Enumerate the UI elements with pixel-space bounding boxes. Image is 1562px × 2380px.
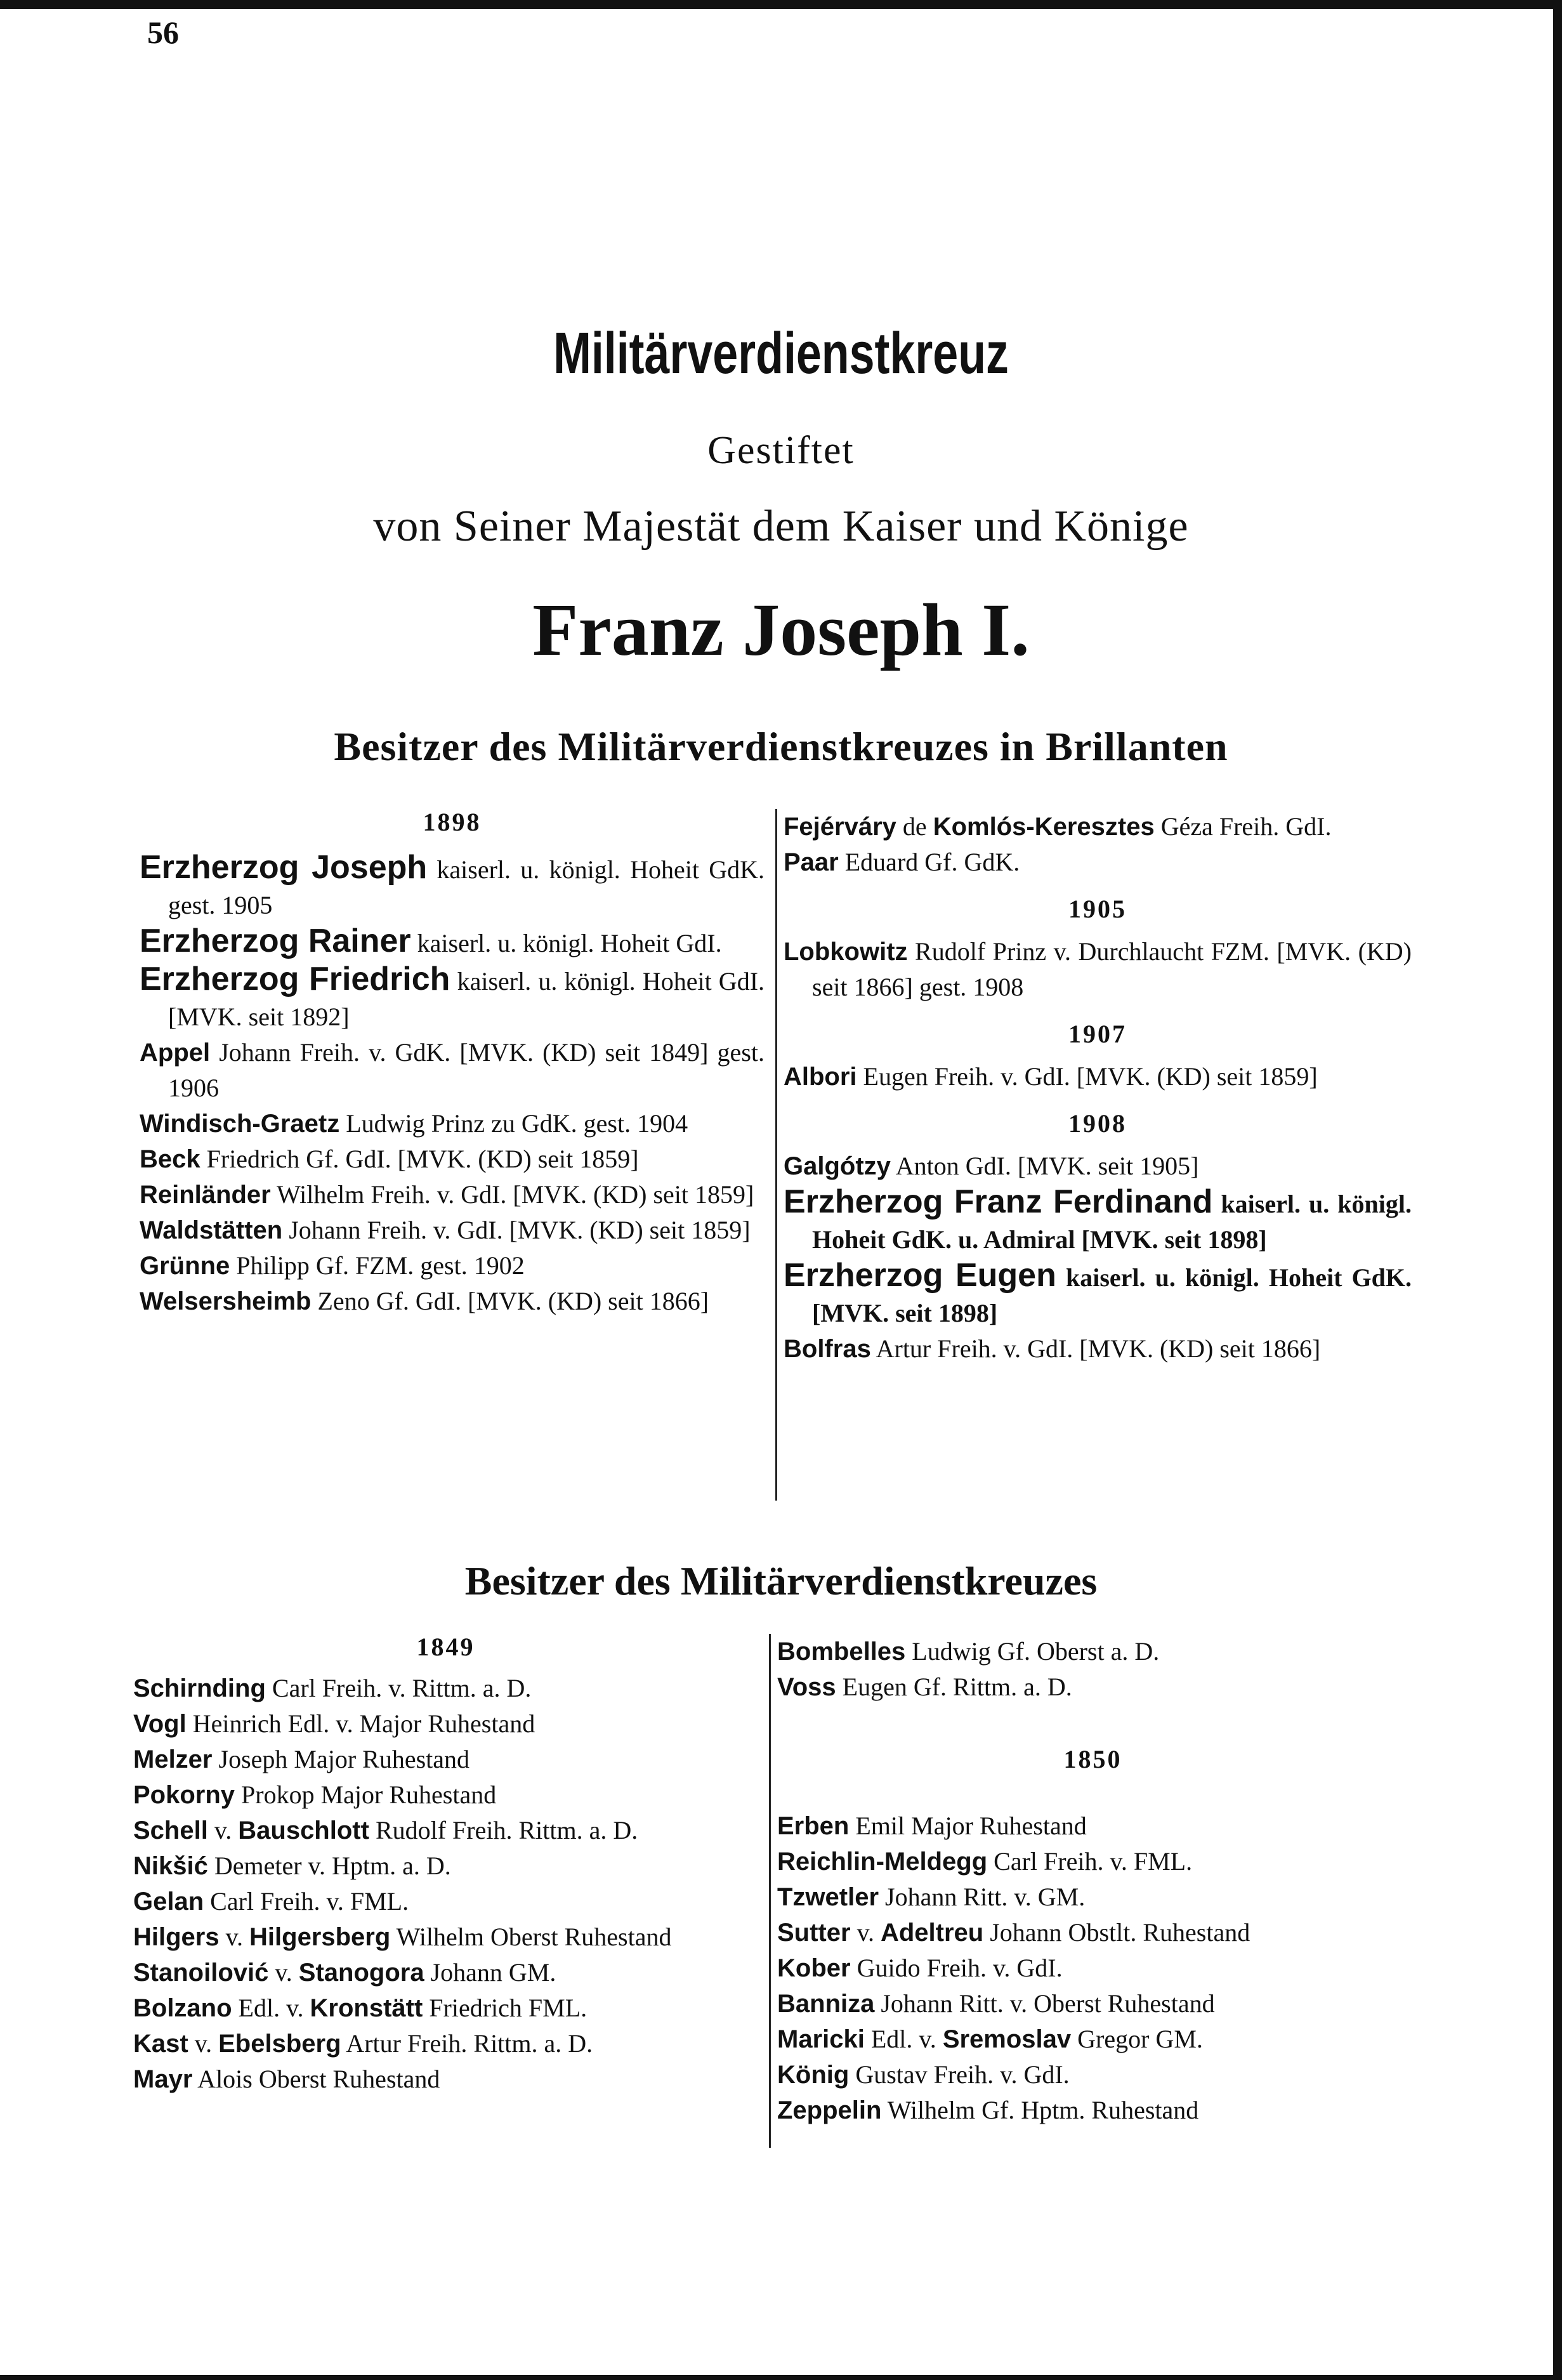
list-item: Bolfras Artur Freih. v. GdI. [MVK. (KD) seit 1866] [784,1334,1321,1363]
list-item: Hilgers v. Hilgersberg Wilhelm Oberst Ruhestand [133,1923,672,1951]
list-item: Voss Eugen Gf. Rittm. a. D. [777,1673,1072,1701]
mvk-left-column [133,1632,758,2097]
column-divider [769,1634,771,2148]
section-heading-militaerverdienstkreuz: Besitzer des Militärverdienstkreuzes [464,1558,1098,1603]
list-item: Bombelles Ludwig Gf. Oberst a. D. [777,1637,1160,1666]
list-item: Erzherzog Eugen kaiserl. u. königl. Hoheit GdK. [MVK. seit 1898] [784,1257,1412,1327]
list-item: Pokorny Prokop Major Ruhestand [133,1780,497,1809]
list-item: Reichlin-Meldegg Carl Freih. v. FML. [777,1847,1193,1876]
year-heading: 1907 [1068,1020,1127,1048]
list-item: Fejérváry de Komlós-Keresztes Géza Freih. GdI. [784,812,1332,841]
year-heading: 1908 [1068,1109,1127,1138]
page-title: Militärverdienstkreuz [553,321,1009,386]
emperor-name: Franz Joseph I. [532,588,1030,671]
list-item: Mayr Alois Oberst Ruhestand [133,2065,440,2093]
list-item: Melzer Joseph Major Ruhestand [133,1745,470,1773]
list-item: Windisch-Graetz Ludwig Prinz zu GdK. gest. 1904 [140,1109,688,1138]
list-item: Reinländer Wilhelm Freih. v. GdI. [MVK. (KD) seit 1859] [140,1180,754,1209]
list-item: Erben Emil Major Ruhestand [777,1811,1087,1840]
column-divider [775,809,777,1501]
list-item: Erzherzog Franz Ferdinand kaiserl. u. königl. Hoheit GdK. u. Admiral [MVK. seit 1898] [784,1183,1412,1254]
list-item: Beck Friedrich Gf. GdI. [MVK. (KD) seit 1859] [140,1145,639,1173]
list-item: Erzherzog Friedrich kaiserl. u. königl. Hoheit GdI. [MVK. seit 1892] [140,961,765,1031]
list-item: Schell v. Bauschlott Rudolf Freih. Rittm. a. D. [133,1816,638,1844]
list-item: Appel Johann Freih. v. GdK. [MVK. (KD) seit 1849] gest. 1906 [140,1038,765,1102]
list-item: Kober Guido Freih. v. GdI. [777,1954,1063,1982]
list-item: Vogl Heinrich Edl. v. Major Ruhestand [133,1709,535,1738]
list-item: Tzwetler Johann Ritt. v. GM. [777,1883,1086,1911]
subtitle-dedication: von Seiner Majestät dem Kaiser und Könige [373,502,1189,551]
list-item: Paar Eduard Gf. GdK. [784,848,1020,876]
list-item: Lobkowitz Rudolf Prinz v. Durchlaucht FZM. [MVK. (KD) seit 1866] gest. 1908 [784,937,1412,1001]
list-item: Kast v. Ebelsberg Artur Freih. Rittm. a. D. [133,2029,593,2058]
page-border-bottom [0,2375,1562,2380]
list-item: Erzherzog Joseph kaiserl. u. königl. Hoheit GdK. gest. 1905 [140,849,765,919]
list-item: Albori Eugen Freih. v. GdI. [MVK. (KD) seit 1859] [784,1062,1318,1091]
brillanten-left-column [140,807,765,1319]
year-heading: 1905 [1068,895,1127,923]
brillanten-right-column [784,809,1412,1367]
list-item: Galgótzy Anton GdI. [MVK. seit 1905] [784,1152,1199,1180]
list-item: Grünne Philipp Gf. FZM. gest. 1902 [140,1251,525,1280]
list-item: Schirnding Carl Freih. v. Rittm. a. D. [133,1674,532,1702]
list-item: Nikšić Demeter v. Hptm. a. D. [133,1851,451,1880]
year-heading: 1850 [1063,1745,1122,1773]
page-border-top [0,0,1562,9]
list-item: Banniza Johann Ritt. v. Oberst Ruhestand [777,1989,1215,2018]
list-item: Zeppelin Wilhelm Gf. Hptm. Ruhestand [777,2096,1199,2124]
year-heading: 1849 [416,1633,475,1661]
list-item: Sutter v. Adeltreu Johann Obstlt. Ruhestand [777,1918,1250,1947]
list-item: Erzherzog Rainer kaiserl. u. königl. Hoheit GdI. [140,923,722,959]
list-item: Waldstätten Johann Freih. v. GdI. [MVK. (KD) seit 1859] [140,1216,751,1244]
page-number: 56 [147,15,179,50]
list-item: König Gustav Freih. v. GdI. [777,2060,1070,2089]
page-border-right [1553,0,1562,2380]
list-item: Maricki Edl. v. Sremoslav Gregor GM. [777,2025,1203,2053]
list-item: Stanoilović v. Stanogora Johann GM. [133,1958,556,1987]
section-heading-brillanten: Besitzer des Militärverdienstkreuzes in Brillanten [334,724,1228,769]
subtitle-gestiftet: Gestiftet [707,429,855,472]
list-item: Bolzano Edl. v. Kronstätt Friedrich FML. [133,1994,587,2022]
list-item: Welsersheimb Zeno Gf. GdI. [MVK. (KD) seit 1866] [140,1287,709,1315]
year-heading: 1898 [423,808,482,836]
mvk-right-column [777,1634,1408,2128]
list-item: Gelan Carl Freih. v. FML. [133,1887,409,1916]
